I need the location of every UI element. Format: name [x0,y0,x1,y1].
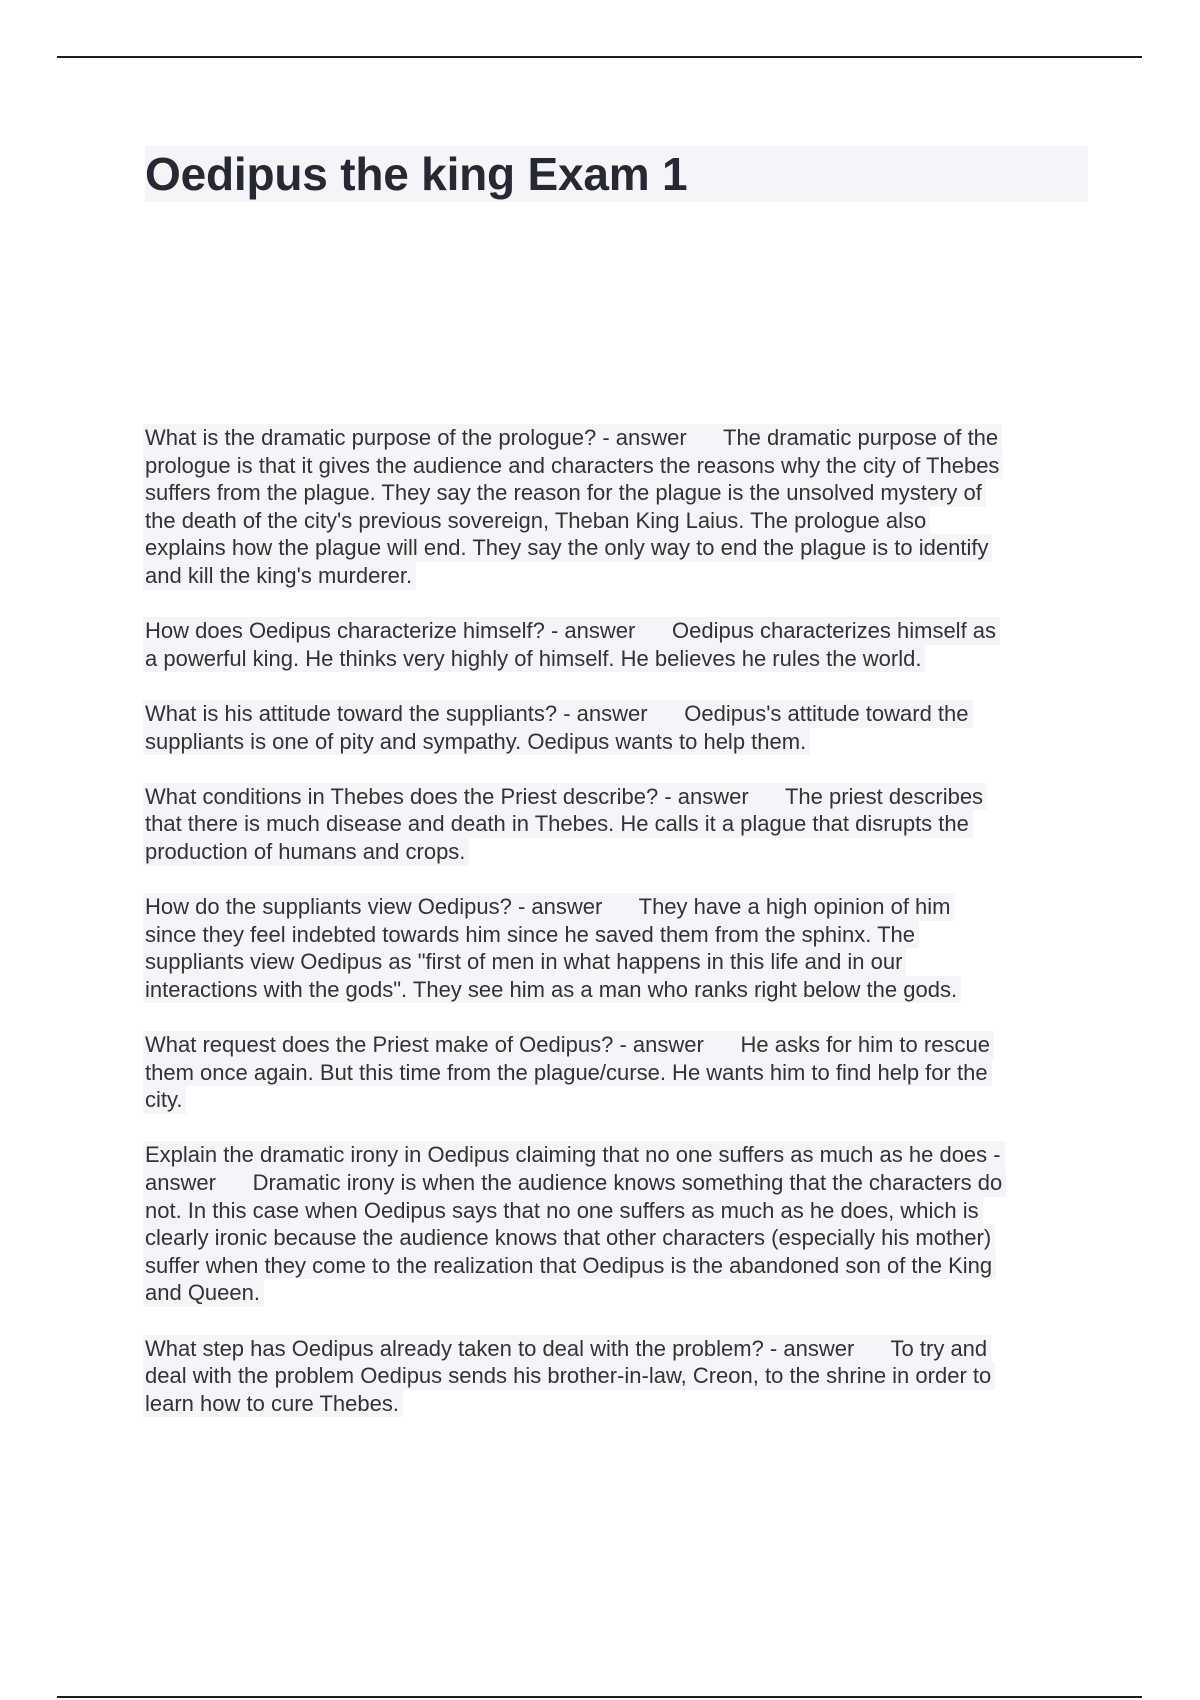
qa-line: and Queen. [143,1279,264,1307]
qa-item-prologue-purpose [145,424,1095,590]
qa-line: suppliants is one of pity and sympathy. Oedipus wants to help them. [143,728,810,756]
qa-line: them once again. But this time from the plague/curse. He wants him to find help for the [143,1059,992,1087]
qa-item-dramatic-irony [145,1141,1095,1307]
qa-line: How does Oedipus characterize himself? - answer Oedipus characterizes himself as [143,617,1000,645]
qa-line: a powerful king. He thinks very highly of himself. He believes he rules the world. [143,645,925,673]
header-rule [57,56,1142,58]
qa-item-suppliants-attitude [145,700,1095,755]
qa-line: learn how to cure Thebes. [143,1390,403,1418]
qa-line: city. [143,1086,186,1114]
qa-line: What step has Oedipus already taken to deal with the problem? - answer To try and [143,1335,991,1363]
qa-line: that there is much disease and death in Thebes. He calls it a plague that disrupts the [143,810,973,838]
qa-line: since they feel indebted towards him since he saved them from the sphinx. The [143,921,919,949]
qa-item-thebes-conditions [145,783,1095,866]
qa-item-oedipus-step [145,1335,1095,1418]
qa-line: What request does the Priest make of Oedipus? - answer He asks for him to rescue [143,1031,994,1059]
qa-line: suffers from the plague. They say the reason for the plague is the unsolved mystery of [143,479,986,507]
qa-list [145,424,1095,1445]
page-title: Oedipus the king Exam 1 [145,148,688,200]
qa-line: interactions with the gods". They see him as a man who ranks right below the gods. [143,976,961,1004]
qa-line: clearly ironic because the audience knows that other characters (especially his mother) [143,1224,995,1252]
footer-rule [57,1696,1142,1698]
qa-line: suppliants view Oedipus as "first of men in what happens in this life and in our [143,948,906,976]
qa-item-suppliants-view [145,893,1095,1003]
qa-line: How do the suppliants view Oedipus? - answer They have a high opinion of him [143,893,955,921]
qa-line: production of humans and crops. [143,838,469,866]
qa-line: What is his attitude toward the suppliants? - answer Oedipus's attitude toward the [143,700,973,728]
qa-line: Explain the dramatic irony in Oedipus claiming that no one suffers as much as he does - [143,1141,1005,1169]
qa-line: not. In this case when Oedipus says that no one suffers as much as he does, which is [143,1197,983,1225]
qa-line: prologue is that it gives the audience and characters the reasons why the city of Thebes [143,452,1003,480]
qa-line: suffer when they come to the realization that Oedipus is the abandoned son of the King [143,1252,996,1280]
qa-item-priest-request [145,1031,1095,1114]
qa-line: and kill the king's murderer. [143,562,416,590]
qa-line: answer Dramatic irony is when the audience knows something that the characters do [143,1169,1006,1197]
qa-line: What conditions in Thebes does the Priest describe? - answer The priest describes [143,783,987,811]
qa-item-oedipus-self [145,617,1095,672]
qa-line: the death of the city's previous sovereign, Theban King Laius. The prologue also [143,507,930,535]
qa-line: deal with the problem Oedipus sends his brother-in-law, Creon, to the shrine in order to [143,1362,995,1390]
qa-line: explains how the plague will end. They say the only way to end the plague is to identify [143,534,992,562]
qa-line: What is the dramatic purpose of the prologue? - answer The dramatic purpose of the [143,424,1002,452]
